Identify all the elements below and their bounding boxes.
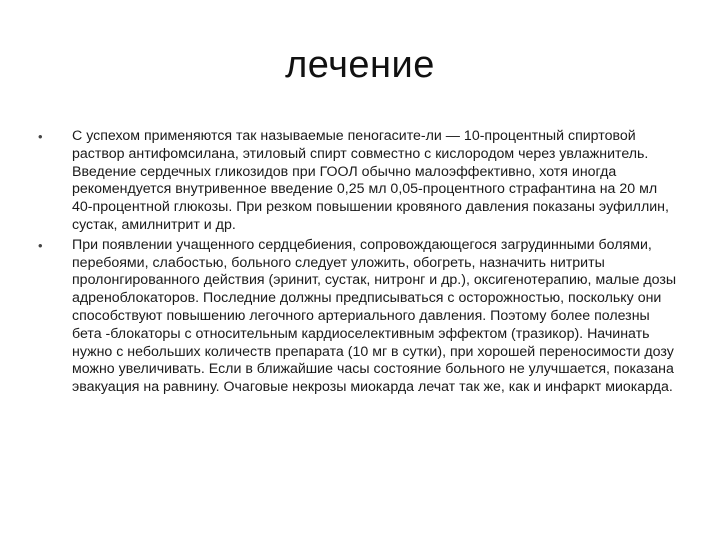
bullet-text: С успехом применяются так называемые пеногасите-ли — 10-процентный спиртовой раствор антифомсилана, этиловый спирт совместно с кислородом через увлажнитель. Введение сердечных гликозидов при ГООЛ обычно малоэффективно, хотя иногда рекомендуется внутривенное введение 0,25 мл 0,05-процентного страфантина на 20 мл 40-процентной глюкозы. При резком повышении кровяного давления показаны эуфиллин, сустак, амилнитрит и др. [72,128,669,233]
slide-content [38,128,678,399]
bullet-list [38,128,678,397]
bullet-marker: • [38,237,43,253]
slide-title: лечение [285,44,435,86]
bullet-item [38,237,678,397]
bullet-item [38,128,678,235]
bullet-text: При появлении учащенного сердцебиения, сопровождающегося загрудинными болями, перебоями, слабостью, больного следует уложить, обогреть, назначить нитриты пролонгированного действия (эринит, сустак, нитронг и др.), оксигенотерапию, малые дозы адреноблокаторов. Последние должны предписываться с осторожностью, поскольку они способствуют повышению легочного артериального давления. Поэтому более полезны бета -блокаторы с относительным кардиоселективным эффектом (тразикор). Начинать нужно с небольших количеств препарата (10 мг в сутки), при хорошей переносимости дозу можно увеличивать. Если в ближайшие часы состояние больного не улучшается, показана эвакуация на равнину. Очаговые некрозы миокарда лечат так же, как и инфаркт миокарда. [72,236,677,396]
bullet-marker: • [38,129,43,144]
